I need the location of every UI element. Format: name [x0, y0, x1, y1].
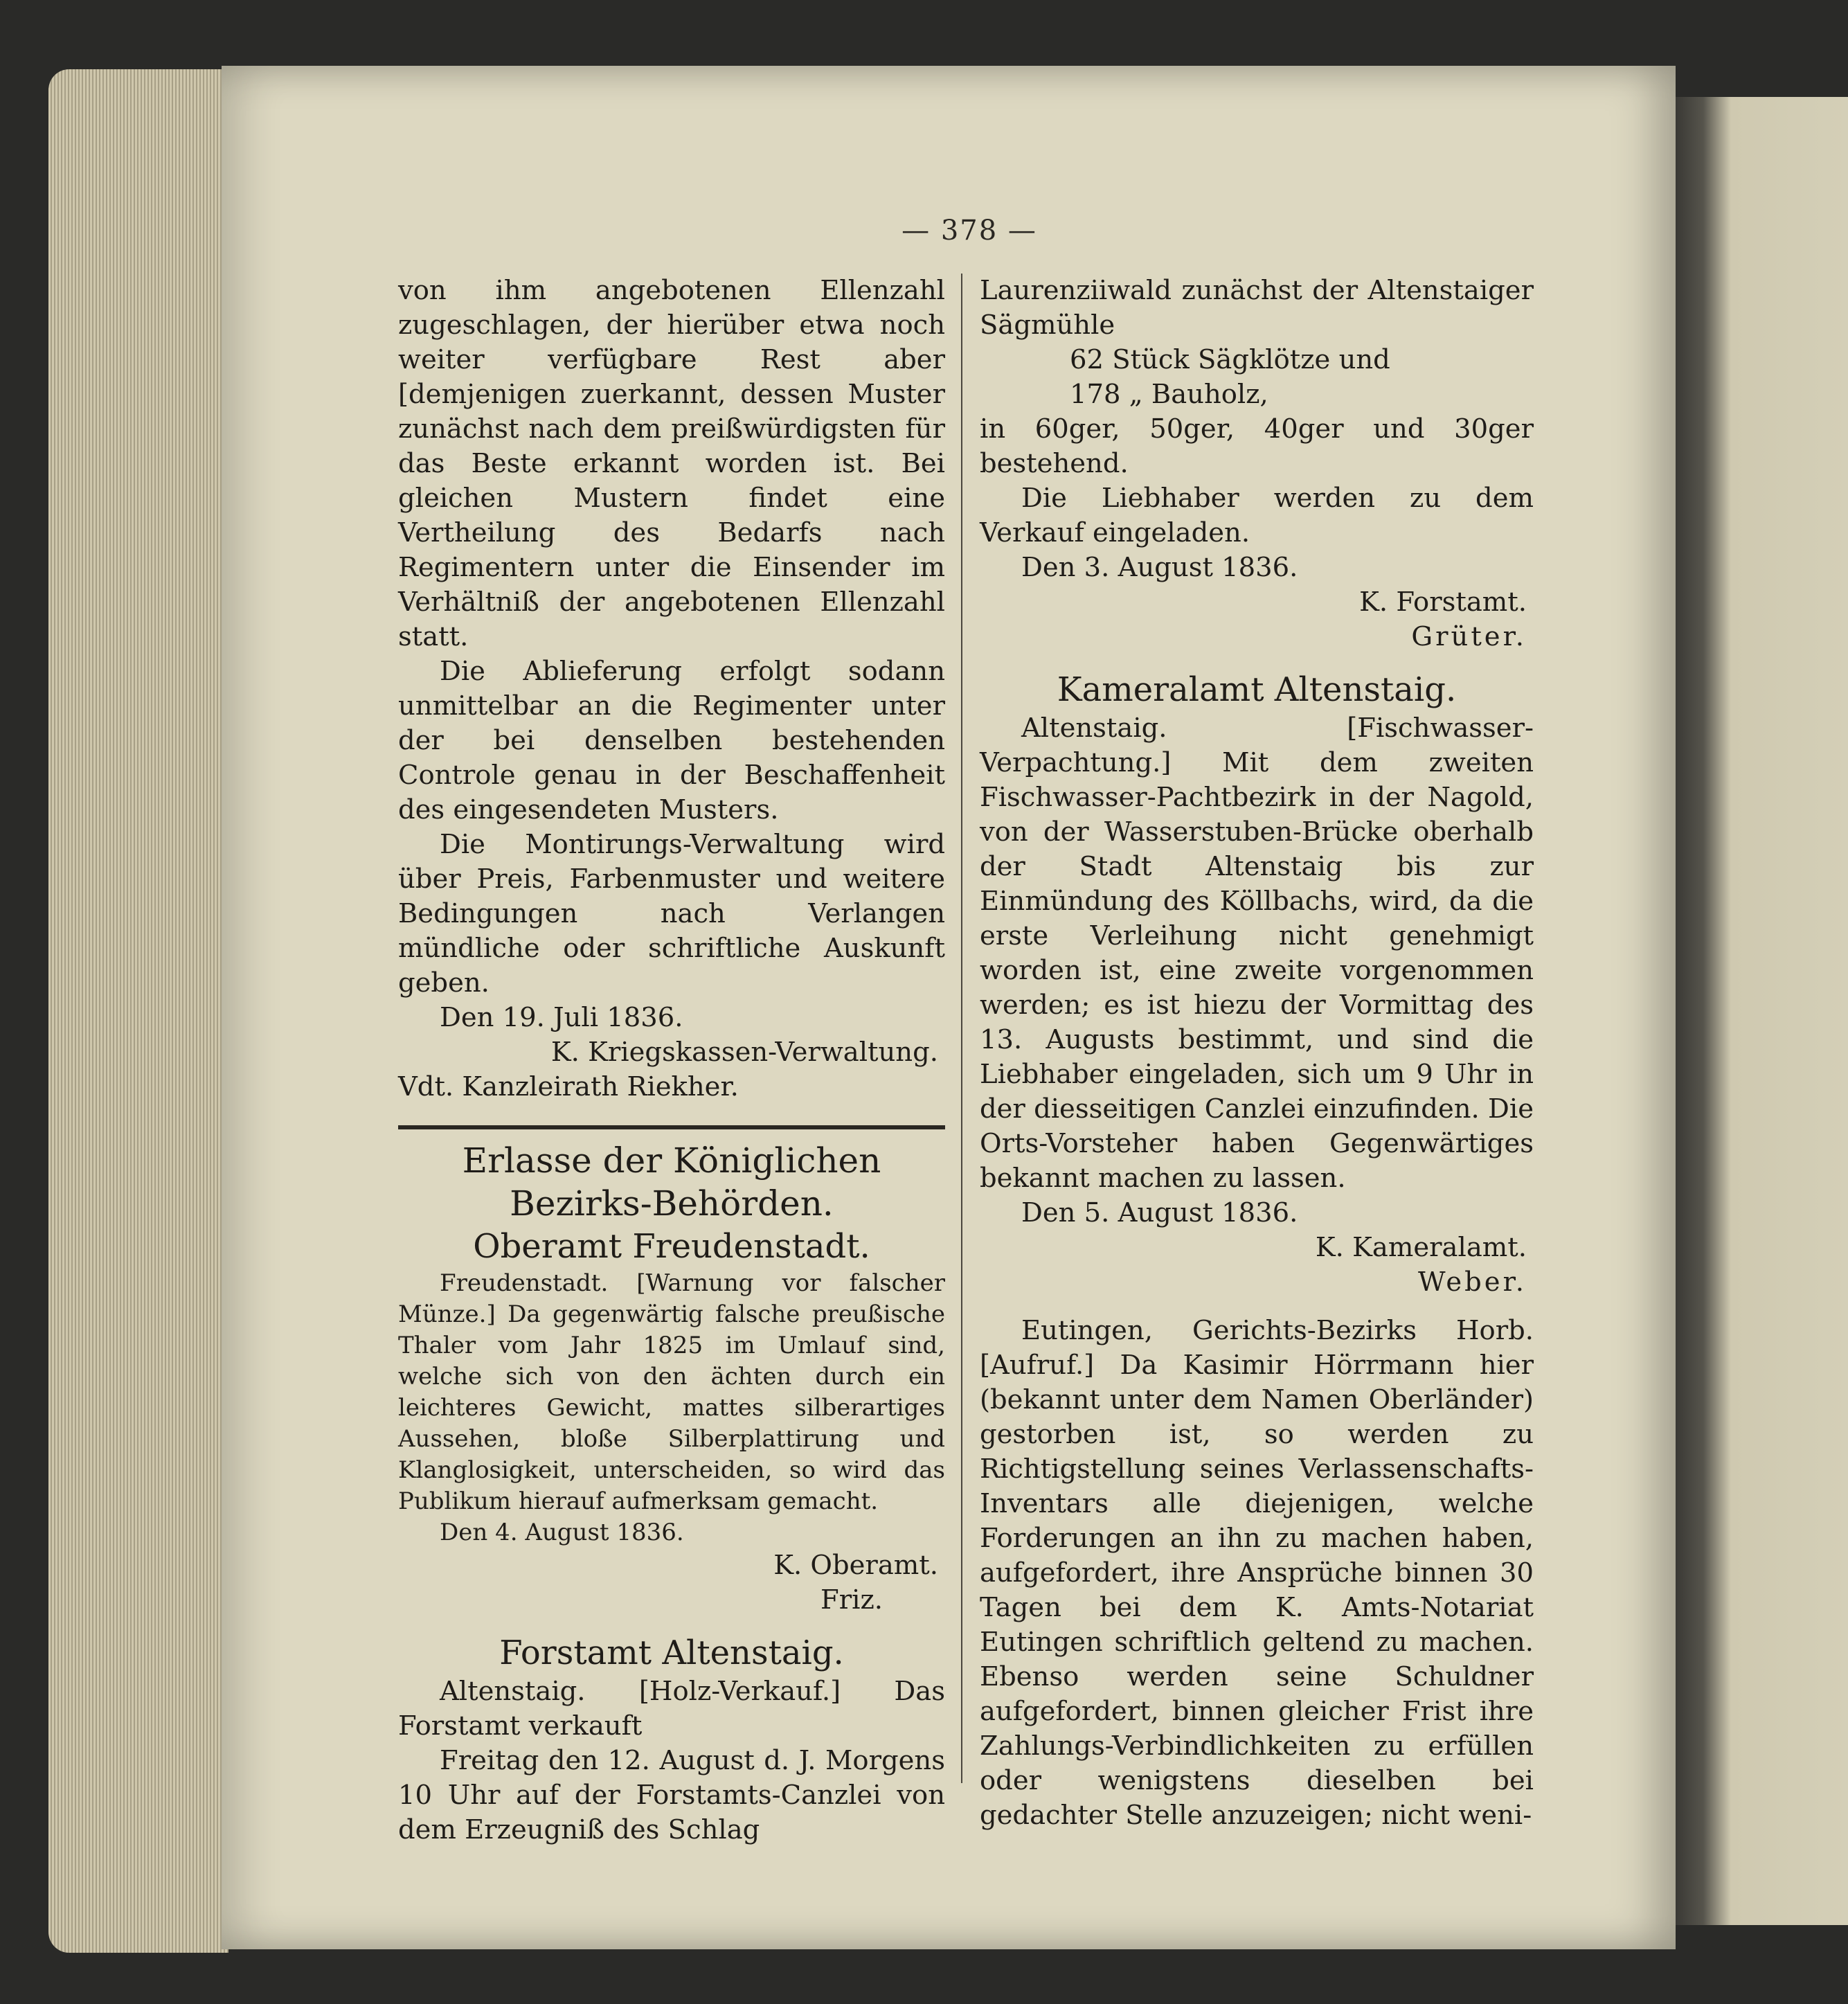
date-line: Den 3. August 1836.	[1021, 552, 1298, 583]
section-heading: Oberamt Freudenstadt.	[473, 1227, 870, 1266]
signature: K. Kriegskassen-Verwaltung.	[550, 1037, 938, 1068]
paragraph: Altenstaig. [Holz-Verkauf.] Das Forstamt verkauft	[398, 1676, 945, 1742]
date-line: Den 19. Juli 1836.	[440, 1002, 683, 1033]
signature: Weber.	[1417, 1267, 1527, 1298]
paragraph: Die Montirungs-Verwaltung wird über Preis, Farbenmuster und weitere Bedingungen nach Verlangen mündliche oder schriftliche Auskunft geben.	[398, 829, 945, 999]
signature: K. Oberamt.	[773, 1550, 938, 1581]
book-page-edges	[48, 69, 228, 1953]
section-heading: Kameralamt Altenstaig.	[1057, 670, 1457, 709]
next-page-edge	[1676, 97, 1848, 1925]
left-column	[398, 274, 945, 1848]
date-line: Den 4. August 1836.	[440, 1519, 684, 1546]
signature: K. Kameralamt.	[1315, 1232, 1527, 1263]
list-item: 62 Stück Sägklötze und	[1070, 344, 1390, 375]
list-item: 178 „ Bauholz,	[1070, 379, 1268, 410]
signature: Grüter.	[1411, 621, 1527, 652]
paragraph: von ihm angebotenen Ellenzahl zugeschlagen, der hierüber etwa noch weiter verfügbare Rest aber [demjenigen zuerkannt, dessen Muster zunächst nach dem preißwürdigsten für das Beste erkannt worden ist. Bei gleichen Mustern findet eine Vertheilung des Bedarfs nach Regimentern unter die Einsender im Verhältniß der angebotenen Ellenzahl statt.	[398, 275, 945, 652]
paragraph: Die Liebhaber werden zu dem Verkauf eingeladen.	[980, 483, 1534, 548]
paragraph: Freudenstadt. [Warnung vor falscher Münze.] Da gegenwärtig falsche preußische Thaler vom Jahr 1825 im Umlauf sind, welche sich von den ächten durch ein leichteres Gewicht, mattes silberartiges Aussehen, bloße Silberplattirung und Klanglosigkeit, unterscheiden, so wird das Publikum hierauf aufmerksam gemacht.	[398, 1269, 945, 1515]
page-number: — 378 —	[901, 215, 1037, 247]
section-heading: Forstamt Altenstaig.	[499, 1634, 844, 1672]
paragraph: in 60ger, 50ger, 40ger und 30ger bestehend.	[980, 413, 1534, 479]
paragraph: Altenstaig. [Fischwasser-Verpachtung.] Mit dem zweiten Fischwasser-Pachtbezirk in der Nagold, von der Wasserstuben-Brücke oberhalb der Stadt Altenstaig bis zur Einmündung des Köllbachs, wird, da die erste Verleihung nicht genehmigt worden ist, eine zweite vorgenommen werden; es ist hiezu der Vormittag des 13. Augusts bestimmt, und sind die Liebhaber eingeladen, sich um 9 Uhr in der diesseitigen Canzlei einzufinden. Die Orts-Vorsteher haben Gegenwärtiges bekannt machen zu lassen.	[980, 713, 1534, 1194]
paragraph: Laurenziiwald zunächst der Altenstaiger Sägmühle	[980, 275, 1534, 341]
signature: Friz.	[820, 1584, 883, 1616]
paragraph: Die Ablieferung erfolgt sodann unmittelbar an die Regimenter unter der bei denselben bestehenden Controle genau in der Beschaffenheit des eingesendeten Musters.	[398, 656, 945, 825]
paragraph: Freitag den 12. August d. J. Morgens 10 Uhr auf der Forstamts-Canzlei von dem Erzeugniß des Schlag	[398, 1745, 945, 1845]
column-divider	[961, 274, 962, 1783]
section-heading: Erlasse der Königlichen Bezirks-Behörden.	[462, 1140, 881, 1224]
paragraph: Eutingen, Gerichts-Bezirks Horb. [Aufruf.] Da Kasimir Hörrmann hier (bekannt unter dem Namen Oberländer) gestorben ist, so werden zu Richtigstellung seines Verlassenschafts-Inventars alle diejenigen, welche Forderungen an ihn zu machen haben, aufgefordert, ihre Ansprüche binnen 30 Tagen bei dem K. Amts-Notariat Eutingen schriftlich geltend zu machen. Ebenso werden seine Schuldner aufgefordert, binnen gleicher Frist ihre Zahlungs-Verbindlichkeiten zu erfüllen oder wenigstens dieselben bei gedachter Stelle anzuzeigen; nicht weni-	[980, 1315, 1534, 1831]
signature: Vdt. Kanzleirath Riekher.	[398, 1071, 739, 1102]
date-line: Den 5. August 1836.	[1021, 1197, 1298, 1228]
right-column	[980, 274, 1534, 1833]
section-rule	[398, 1125, 945, 1129]
signature: K. Forstamt.	[1359, 587, 1527, 618]
